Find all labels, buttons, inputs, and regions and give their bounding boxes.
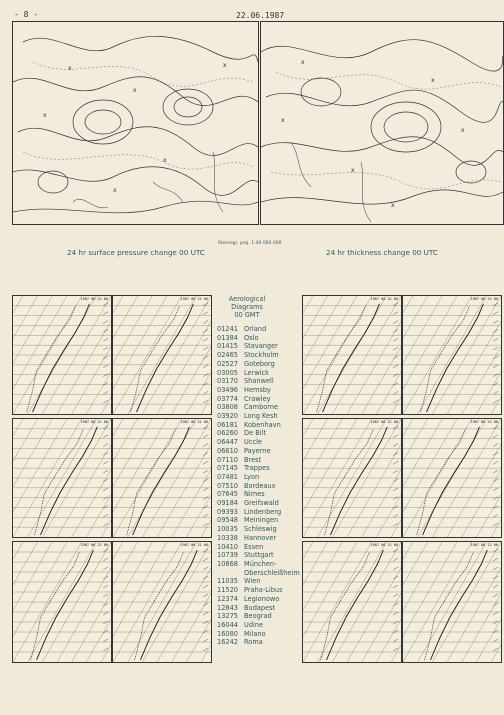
sounding-plot bbox=[13, 296, 111, 414]
station-name: Nimes bbox=[244, 490, 265, 499]
station-name: Meiningen bbox=[244, 516, 279, 525]
aerological-diagram-panel bbox=[302, 541, 402, 663]
sounding-plot bbox=[13, 542, 111, 662]
station-row bbox=[217, 429, 307, 438]
station-row bbox=[217, 595, 307, 604]
station-code: 16044 bbox=[217, 620, 238, 629]
aerological-diagram-panel bbox=[112, 418, 212, 538]
station-code: 12374 bbox=[217, 594, 238, 603]
station-row bbox=[217, 360, 307, 369]
station-row bbox=[217, 604, 307, 613]
svg-text:x: x bbox=[461, 127, 465, 134]
station-row bbox=[217, 516, 307, 525]
station-code: 03496 bbox=[217, 385, 238, 394]
svg-text:x: x bbox=[113, 187, 117, 194]
aerological-diagram-panel bbox=[402, 541, 502, 663]
diagram-date-tag: 1987 06 22 00 bbox=[470, 420, 498, 424]
station-code: 16080 bbox=[217, 629, 238, 638]
station-name: Lerwick bbox=[244, 368, 269, 377]
station-row bbox=[217, 473, 307, 482]
station-row bbox=[217, 403, 307, 412]
station-row bbox=[217, 412, 307, 421]
station-code: 09393 bbox=[217, 507, 238, 516]
diagram-date-tag: 1987 06 22 00 bbox=[470, 297, 498, 301]
aerological-diagram-panel bbox=[302, 295, 402, 415]
sounding-plot bbox=[403, 542, 501, 662]
station-row bbox=[217, 325, 307, 334]
station-code: 12843 bbox=[217, 603, 238, 612]
station-row bbox=[217, 490, 307, 499]
thickness-change-map bbox=[260, 21, 504, 225]
station-code: 03170 bbox=[217, 377, 238, 386]
station-row bbox=[217, 612, 307, 621]
station-code: 02527 bbox=[217, 359, 238, 368]
diagram-date-tag: 1987 06 22 00 bbox=[470, 543, 498, 547]
station-name: Brest bbox=[244, 455, 262, 464]
station-list bbox=[217, 295, 307, 647]
station-row bbox=[217, 438, 307, 447]
station-code: 11520 bbox=[217, 586, 238, 595]
station-code: 10868 bbox=[217, 559, 238, 568]
svg-text:x: x bbox=[43, 112, 47, 119]
station-row bbox=[217, 456, 307, 465]
station-code: 07645 bbox=[217, 490, 238, 499]
station-row bbox=[217, 334, 307, 343]
sounding-plot bbox=[303, 542, 401, 662]
diagram-date-tag: 1987 06 22 00 bbox=[180, 420, 208, 424]
aerological-diagram-panel bbox=[112, 541, 212, 663]
thickness-caption: 24 hr thickness change 00 UTC bbox=[326, 248, 438, 257]
station-row bbox=[217, 551, 307, 560]
sounding-plot bbox=[113, 296, 211, 414]
station-name: Crawley bbox=[244, 394, 271, 403]
station-row bbox=[217, 577, 307, 586]
station-name: Orland bbox=[244, 325, 267, 333]
sounding-plot bbox=[13, 419, 111, 537]
sounding-plot bbox=[403, 419, 501, 537]
svg-text:x: x bbox=[281, 117, 285, 124]
station-code: 16242 bbox=[217, 638, 238, 647]
station-name: Oslo bbox=[244, 333, 259, 342]
diagram-date-tag: 1987 06 22 00 bbox=[80, 543, 108, 547]
station-name: Kobenhavn bbox=[244, 420, 281, 429]
aerological-diagram-panel bbox=[12, 541, 112, 663]
station-row bbox=[217, 342, 307, 351]
station-row bbox=[217, 447, 307, 456]
station-name: Essen bbox=[244, 542, 264, 551]
station-name: Stavanger bbox=[244, 342, 278, 351]
sounding-plot bbox=[113, 419, 211, 537]
station-name: Camborne bbox=[244, 403, 279, 412]
station-code: 02465 bbox=[217, 351, 238, 360]
sounding-plot bbox=[303, 296, 401, 414]
station-name: Roma bbox=[244, 638, 263, 647]
station-code: 07510 bbox=[217, 481, 238, 490]
station-name: Schleswig bbox=[244, 525, 277, 534]
station-code: 13275 bbox=[217, 612, 238, 621]
station-name: Lyon bbox=[244, 472, 260, 481]
station-row bbox=[217, 369, 307, 378]
station-code: 07110 bbox=[217, 455, 238, 464]
aerological-diagram-panel bbox=[12, 418, 112, 538]
station-name: Trappes bbox=[244, 464, 270, 473]
station-code: 06260 bbox=[217, 429, 238, 438]
station-row bbox=[217, 621, 307, 630]
aerological-diagram-panel bbox=[402, 295, 502, 415]
station-name: Payerne bbox=[244, 446, 271, 455]
station-row bbox=[217, 421, 307, 430]
station-code: 03808 bbox=[217, 403, 238, 412]
diagram-date-tag: 1987 06 22 00 bbox=[370, 420, 398, 424]
station-name: Long Kesh bbox=[244, 412, 278, 421]
station-row bbox=[217, 586, 307, 595]
diagram-date-tag: 1987 06 22 00 bbox=[180, 543, 208, 547]
station-name: Budapest bbox=[244, 603, 276, 612]
station-code: 06447 bbox=[217, 438, 238, 447]
station-name: Beograd bbox=[244, 612, 272, 621]
svg-text:x: x bbox=[68, 65, 72, 72]
station-code: 07481 bbox=[217, 472, 238, 481]
station-name: Stuttgart bbox=[244, 551, 274, 560]
station-row bbox=[217, 395, 307, 404]
station-name: Oberschleißheim bbox=[244, 568, 300, 577]
diagram-date-tag: 1987 06 22 00 bbox=[80, 297, 108, 301]
surface-pressure-change-map bbox=[12, 21, 259, 225]
diagram-date-tag: 1987 06 22 00 bbox=[370, 543, 398, 547]
svg-text:x: x bbox=[431, 77, 435, 84]
aerological-diagram-panel bbox=[302, 418, 402, 538]
projection-note: Stereogr. proj. 1:40 000 000 bbox=[218, 241, 282, 246]
aerological-diagram-panel bbox=[12, 295, 112, 415]
station-row bbox=[217, 569, 307, 578]
page-number: - 8 - bbox=[14, 10, 39, 19]
station-code: 06181 bbox=[217, 420, 238, 429]
station-name: Udine bbox=[244, 620, 264, 629]
station-code: 10338 bbox=[217, 533, 238, 542]
station-row bbox=[217, 560, 307, 569]
station-row bbox=[217, 525, 307, 534]
station-name: München- bbox=[244, 559, 277, 568]
station-row bbox=[217, 543, 307, 552]
station-code: 06610 bbox=[217, 446, 238, 455]
station-name: Hannover bbox=[244, 533, 277, 542]
station-name: Shanwell bbox=[244, 377, 274, 386]
station-code: 10035 bbox=[217, 525, 238, 534]
station-name: Goteborg bbox=[244, 359, 275, 368]
station-name: Legionowo bbox=[244, 594, 280, 603]
station-code: 11035 bbox=[217, 577, 238, 586]
station-list-title-line: Aerological bbox=[228, 295, 266, 303]
svg-text:x: x bbox=[301, 59, 305, 66]
station-name: Praha-Libus bbox=[244, 586, 283, 595]
station-name: Hemsby bbox=[244, 385, 271, 394]
diagram-date-tag: 1987 06 22 00 bbox=[80, 420, 108, 424]
surface-pressure-caption: 24 hr surface pressure change 00 UTC bbox=[67, 248, 205, 257]
station-code: 09184 bbox=[217, 499, 238, 508]
svg-text:x: x bbox=[133, 87, 137, 94]
station-name: Wien bbox=[244, 577, 261, 586]
svg-text:x: x bbox=[163, 157, 167, 164]
svg-text:x: x bbox=[351, 167, 355, 174]
station-name: Uccle bbox=[244, 438, 262, 447]
station-code: 01384 bbox=[217, 333, 238, 342]
svg-text:x: x bbox=[391, 202, 395, 209]
station-list-title-line: Diagrams bbox=[231, 303, 263, 311]
station-name: Stockholm bbox=[244, 351, 279, 360]
station-code: 03920 bbox=[217, 412, 238, 421]
station-name: Milano bbox=[244, 629, 266, 638]
sounding-plot bbox=[113, 542, 211, 662]
station-row bbox=[217, 351, 307, 360]
station-code: 10739 bbox=[217, 551, 238, 560]
station-name: Greifswald bbox=[244, 499, 279, 508]
station-name: De Bilt bbox=[244, 429, 267, 438]
station-code: 03005 bbox=[217, 368, 238, 377]
station-row bbox=[217, 508, 307, 517]
sounding-plot bbox=[403, 296, 501, 414]
sounding-plot bbox=[303, 419, 401, 537]
station-name: Lindenberg bbox=[244, 507, 282, 516]
aerological-diagram-panel bbox=[402, 418, 502, 538]
station-row bbox=[217, 377, 307, 386]
station-row bbox=[217, 464, 307, 473]
station-rows bbox=[217, 325, 307, 647]
station-row bbox=[217, 534, 307, 543]
station-row bbox=[217, 630, 307, 639]
station-list-title-line: 00 GMT bbox=[234, 311, 260, 319]
svg-text:x: x bbox=[223, 62, 227, 69]
page-date: 22.06.1987 bbox=[236, 11, 285, 20]
station-code: 01241 bbox=[217, 325, 238, 333]
station-code: 01415 bbox=[217, 342, 238, 351]
diagram-date-tag: 1987 06 22 00 bbox=[370, 297, 398, 301]
station-name: Bordeaux bbox=[244, 481, 276, 490]
diagram-date-tag: 1987 06 22 00 bbox=[180, 297, 208, 301]
station-row bbox=[217, 638, 307, 647]
station-list-title bbox=[217, 295, 277, 319]
station-row bbox=[217, 482, 307, 491]
station-row bbox=[217, 499, 307, 508]
station-code bbox=[217, 569, 244, 578]
station-code: 10410 bbox=[217, 542, 238, 551]
station-code: 07145 bbox=[217, 464, 238, 473]
aerological-diagram-panel bbox=[112, 295, 212, 415]
station-row bbox=[217, 386, 307, 395]
station-code: 03774 bbox=[217, 394, 238, 403]
station-code: 09548 bbox=[217, 516, 238, 525]
